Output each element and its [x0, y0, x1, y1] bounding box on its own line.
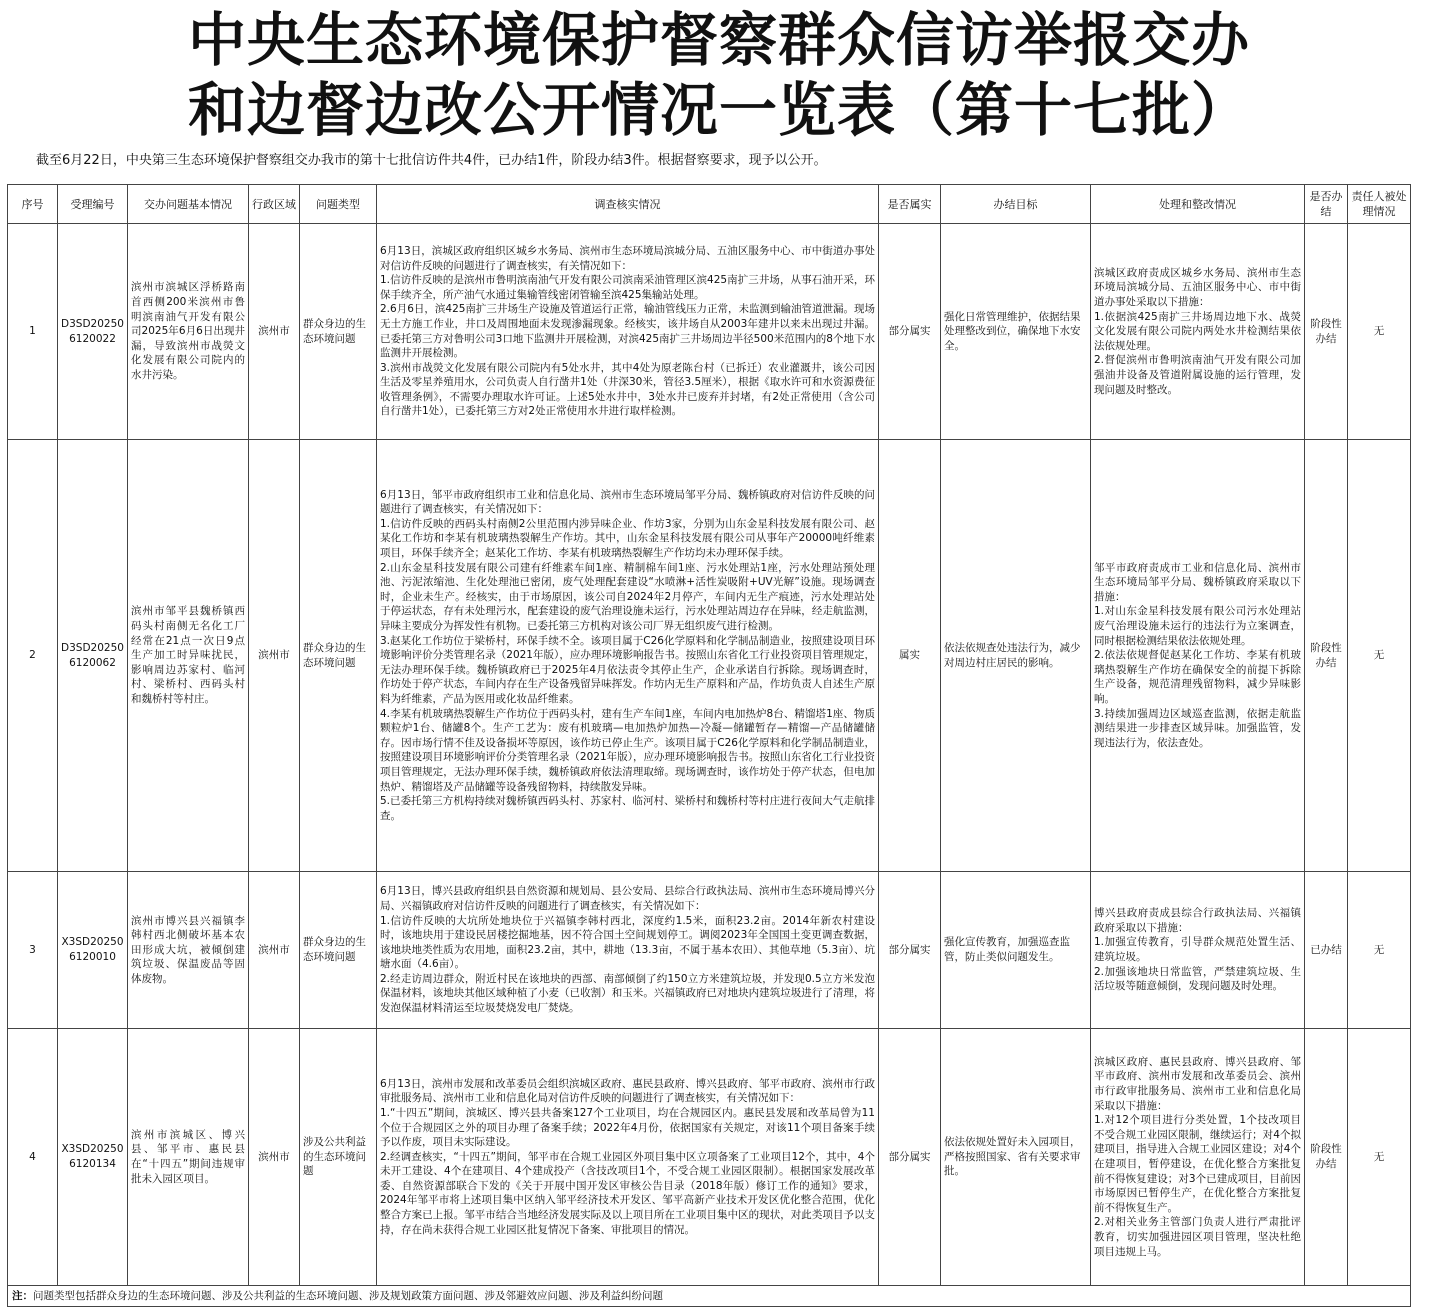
- cell-district: 滨州市: [249, 1029, 300, 1286]
- header-seq: 序号: [8, 185, 58, 224]
- cell-goal: 依法依规处置好未入园项目，严格按照国家、省有关要求审批。: [941, 1029, 1091, 1286]
- cell-handling: 博兴县政府责成县综合行政执法局、兴福镇政府采取以下措施： 1.加强宣传教育，引导群众规范处置生活、建筑垃圾。 2.加强该地块日常监管，严禁建筑垃圾、生活垃圾等随意倾倒，发现问题及时处理。: [1091, 872, 1305, 1029]
- header-code: 受理编号: [58, 185, 128, 224]
- table-note: [8, 1286, 1411, 1307]
- cell-closed: 阶段性办结: [1305, 1029, 1348, 1286]
- cell-seq: 3: [8, 872, 58, 1029]
- cell-seq: 4: [8, 1029, 58, 1286]
- cell-verified: 部分属实: [879, 1029, 941, 1286]
- table-row: [8, 224, 1411, 440]
- cell-handling: 滨城区政府、惠民县政府、博兴县政府、邹平市政府、滨州市发展和改革委员会、滨州市行政审批服务局、滨州市工业和信息化局采取以下措施： 1.对12个项目进行分类处置，1个技改项目不受合规工业园区限制，继续运行；对4个拟建项目，指导进入合规工业园区建设；对4个在建项目，暂停建设，在优化整合方案批复前不得恢复建设；对3个已建成项目，目前因市场原因已暂停生产，在优化整合方案批复前不得恢复生产。 2.对相关业务主管部门负责人进行严肃批评教育，切实加强进园区项目管理，坚决杜绝项目违规上马。: [1091, 1029, 1305, 1286]
- header-type: 问题类型: [300, 185, 377, 224]
- cell-district: 滨州市: [249, 440, 300, 872]
- header-handling: 处理和整改情况: [1091, 185, 1305, 224]
- header-closed: 是否办结: [1305, 185, 1348, 224]
- intro-text: 截至6月22日，中央第三生态环境保护督察组交办我市的第十七批信访件共4件，已办结1件，阶段办结3件。根据督察要求，现予以公开。: [36, 153, 827, 168]
- cell-district: 滨州市: [249, 224, 300, 440]
- cell-investigation: 6月13日，滨城区政府组织区城乡水务局、滨州市生态环境局滨城分局、五油区服务中心、市中街道办事处对信访件反映的问题进行了调查核实，有关情况如下： 1.信访件反映的是滨州市鲁明滨南油气开发有限公司滨南采油管理区滨425南扩三井场，从事石油开采，环保手续齐全，所产油气水通过集输管线密闭管输至滨425集输站处理。 2.6月6日，滨425南扩三井场生产设施及管道运行正常，输油管线压力正常，未监测到输油管道泄漏。现场无土方施工作业，井口及周围地面未发现渗漏现象。经核实，该井场自从2003年建井以来未出现过井漏。已委托第三方对鲁明公司3口地下监测井开展检测，对滨425南扩三井场周边半径500米范围内的8个地下水监测井开展检测。 3.滨州市战熒文化发展有限公司院内有5处水井，其中4处为原老陈台村（已拆迁）农业灌溉井，该公司因生活及零星养殖用水，公司负责人自行凿井1处（井深30米，管径3.5厘米），根据《取水许可和水资源费征收管理条例》，不需要办理取水许可证。上述5处水井中，3处水井已废弃并封堵，有2处正常使用（含公司自行凿井1处），已委托第三方对2处正常使用水井进行取样检测。: [377, 224, 879, 440]
- cell-code: D3SD202506120022: [58, 224, 128, 440]
- cell-closed: 阶段性办结: [1305, 440, 1348, 872]
- header-accountability: 责任人被处理情况: [1348, 185, 1411, 224]
- cell-goal: 强化宣传教育，加强巡查监管，防止类似问题发生。: [941, 872, 1091, 1029]
- cell-type: 群众身边的生态环境问题: [300, 224, 377, 440]
- cell-accountability: 无: [1348, 224, 1411, 440]
- cell-handling: 邹平市政府责成市工业和信息化局、滨州市生态环境局邹平分局、魏桥镇政府采取以下措施： 1.对山东金星科技发展有限公司污水处理站废气治理设施未运行的违法行为立案调查，同时根据检测结果依法依规处理。 2.依法依规督促赵某化工作坊、李某有机玻璃热裂解生产作坊在确保安全的前提下拆除生产设备，规范清理残留物料，减少异味影响。 3.持续加强周边区域巡查监测，依据走航监测结果进一步排查区域异味。加强监管，发现违法行为，依法查处。: [1091, 440, 1305, 872]
- cell-handling: 滨城区政府责成区城乡水务局、滨州市生态环境局滨城分局、五油区服务中心、市中街道办事处采取以下措施： 1.依据滨425南扩三井场周边地下水、战熒文化发展有限公司院内两处水井检测结果依法依规处理。 2.督促滨州市鲁明滨南油气开发有限公司加强油井设备及管道附属设施的运行管理，发现问题及时整改。: [1091, 224, 1305, 440]
- table-row: [8, 1029, 1411, 1286]
- cell-verified: 部分属实: [879, 224, 941, 440]
- cell-problem: 滨州市邹平县魏桥镇西码头村南侧无名化工厂经常在21点一次日9点生产加工时异味扰民，影响周边苏家村、临河村、梁桥村、西码头村和魏桥村等村庄。: [128, 440, 249, 872]
- cell-accountability: 无: [1348, 872, 1411, 1029]
- page-title-line1: 中央生态环境保护督察群众信访举报交办: [187, 6, 1250, 74]
- cell-accountability: 无: [1348, 1029, 1411, 1286]
- cell-problem: 滨州市博兴县兴福镇李韩村西北侧破坏基本农田形成大坑，被倾倒建筑垃圾、保温废品等固体废物。: [128, 872, 249, 1029]
- cell-problem: 滨州市滨城区浮桥路南首西侧200米滨州市鲁明滨南油气开发有限公司2025年6月6日出现井漏，导致滨州市战熒文化发展有限公司院内的水井污染。: [128, 224, 249, 440]
- header-verified: 是否属实: [879, 185, 941, 224]
- table-header-row: [8, 185, 1411, 224]
- cell-closed: 已办结: [1305, 872, 1348, 1029]
- cell-problem: 滨州市滨城区、博兴县、邹平市、惠民县在“十四五”期间违规审批未入园区项目。: [128, 1029, 249, 1286]
- cell-code: X3SD202506120134: [58, 1029, 128, 1286]
- note-label: 注：: [12, 1289, 33, 1302]
- cell-accountability: 无: [1348, 440, 1411, 872]
- header-district: 行政区域: [249, 185, 300, 224]
- cell-investigation: 6月13日，邹平市政府组织市工业和信息化局、滨州市生态环境局邹平分局、魏桥镇政府对信访件反映的问题进行了调查核实，有关情况如下： 1.信访件反映的西码头村南侧2公里范围内涉异味企业、作坊3家，分别为山东金星科技发展有限公司、赵某化工作坊和李某有机玻璃热裂解生产作坊。其中，山东金星科技发展有限公司从事年产20000吨纤维素项目，环保手续齐全；赵某化工作坊、李某有机玻璃热裂解生产作坊均未办理环保手续。 2.山东金星科技发展有限公司建有纤维素车间1座、精制棉车间1座、污水处理站1座，污水处理站预处理池、污泥浓缩池、生化处理池已密闭，废气处理配套建设“水喷淋+活性炭吸附+UV光解”设施。现场调查时，企业未生产。经核实，由于市场原因，该公司自2024年2月停产，车间内无生产痕迹，污水处理站处于停运状态，存有未处理污水，配套建设的废气治理设施未运行，污水处理站周边存在异味，经走航监测，异味主要成分为挥发性有机物。已委托第三方机构对该公司厂界无组织废气进行检测。 3.赵某化工作坊位于梁桥村，环保手续不全。该项目属于C26化学原料和化学制品制造业，按照建设项目环境影响评价分类管理名录（2021年版），应办理环境影响报告书。按照山东省化工行业投资项目管理规定，无法办理环保手续。魏桥镇政府已于2025年4月依法责令其停止生产，企业承诺自行拆除。现场调查时，作坊处于停产状态，车间内存在生产设备残留异味挥发。作坊内无生产原料和产品，作坊负责人自述生产原料为纤维素，产品为医用或化妆品纤维素。 4.李某有机玻璃热裂解生产作坊位于西码头村，建有生产车间1座，车间内电加热炉8台、精馏塔1座、物质颗粒炉1台、储罐8个。生产工艺为：废有机玻璃—电加热炉加热—冷凝—储罐暂存—精馏—产品储罐储存。因市场行情不佳及设备损坏等原因，该作坊已停止生产。该项目属于C26化学原料和化学制品制造业，按照建设项目环境影响评价分类管理名录（2021年版），应办理环境影响报告书。按照山东省化工行业投资项目管理规定，无法办理环保手续，魏桥镇政府依法清理取缔。现场调查时，该作坊处于停产状态，但电加热炉、精馏塔及产品储罐等设备残留物料，持续散发异味。 5.已委托第三方机构持续对魏桥镇西码头村、苏家村、临河村、梁桥村和魏桥村等村庄进行夜间大气走航排查。: [377, 440, 879, 872]
- cell-verified: 部分属实: [879, 872, 941, 1029]
- note-row: [8, 1286, 1411, 1307]
- cell-verified: 属实: [879, 440, 941, 872]
- cell-closed: 阶段性办结: [1305, 224, 1348, 440]
- cell-type: 涉及公共利益的生态环境问题: [300, 1029, 377, 1286]
- cell-code: D3SD202506120062: [58, 440, 128, 872]
- report-table: [7, 184, 1411, 1307]
- page-title-line2: 和边督边改公开情况一览表（第十七批）: [187, 76, 1250, 144]
- header-goal: 办结目标: [941, 185, 1091, 224]
- note-text: 问题类型包括群众身边的生态环境问题、涉及公共利益的生态环境问题、涉及规划政策方面问题、涉及邻避效应问题、涉及利益纠纷问题: [33, 1289, 663, 1302]
- cell-goal: 依法依规查处违法行为，减少对周边村庄居民的影响。: [941, 440, 1091, 872]
- cell-type: 群众身边的生态环境问题: [300, 440, 377, 872]
- cell-goal: 强化日常管理维护，依据结果处理整改到位，确保地下水安全。: [941, 224, 1091, 440]
- cell-investigation: 6月13日，滨州市发展和改革委员会组织滨城区政府、惠民县政府、博兴县政府、邹平市政府、滨州市行政审批服务局、滨州市工业和信息化局对信访件反映的问题进行了调查核实，有关情况如下： 1.“十四五”期间，滨城区、博兴县共备案127个工业项目，均在合规园区内。惠民县发展和改革局曾为11个位于合规园区之外的项目办理了备案手续；2022年4月份，依据国家有关规定，对该11个项目备案手续予以作废，项目未实际建设。 2.经调查核实，“十四五”期间，邹平市在合规工业园区外项目集中区立项备案了工业项目12个，其中，4个未开工建设、4个在建项目、4个建成投产（含技改项目1个，不受合规工业园区限制）。根据国家发展改革委、自然资源部联合下发的《关于开展中国开发区审核公告目录（2018年版）修订工作的通知》要求，2024年邹平市将上述项目集中区纳入邹平经济技术开发区、邹平高新产业技术开发区优化整合范围，优化整合方案已上报。邹平市结合当地经济发展实际及以上项目所在工业项目集中区的现状，对此类项目予以支持，存在尚未获得合规工业园区批复情况下备案、审批项目的情况。: [377, 1029, 879, 1286]
- cell-seq: 1: [8, 224, 58, 440]
- table-row: [8, 872, 1411, 1029]
- cell-seq: 2: [8, 440, 58, 872]
- cell-district: 滨州市: [249, 872, 300, 1029]
- table-row: [8, 440, 1411, 872]
- cell-type: 群众身边的生态环境问题: [300, 872, 377, 1029]
- header-investigation: 调查核实情况: [377, 185, 879, 224]
- cell-code: X3SD202506120010: [58, 872, 128, 1029]
- header-problem: 交办问题基本情况: [128, 185, 249, 224]
- cell-investigation: 6月13日，博兴县政府组织县自然资源和规划局、县公安局、县综合行政执法局、滨州市生态环境局博兴分局、兴福镇政府对信访件反映的问题进行了调查核实，有关情况如下： 1.信访件反映的大坑所处地块位于兴福镇李韩村西北，深度约1.5米，面积23.2亩。2014年新农村建设时，该地块用于建设民居楼挖掘地基，因不符合国土空间规划停工。调阅2023年全国国土变更调查数据，该地块地类性质为农用地，面积23.2亩，其中，耕地（13.3亩，不属于基本农田）、其他草地（5.3亩）、坑塘水面（4.6亩）。 2.经走访周边群众，附近村民在该地块的西部、南部倾倒了约150立方米建筑垃圾，并发现0.5立方米发泡保温材料，该地块其他区域种植了小麦（已收割）和玉米。兴福镇政府已对地块内建筑垃圾进行了清理，将发泡保温材料清运至垃圾焚烧发电厂焚烧。: [377, 872, 879, 1029]
